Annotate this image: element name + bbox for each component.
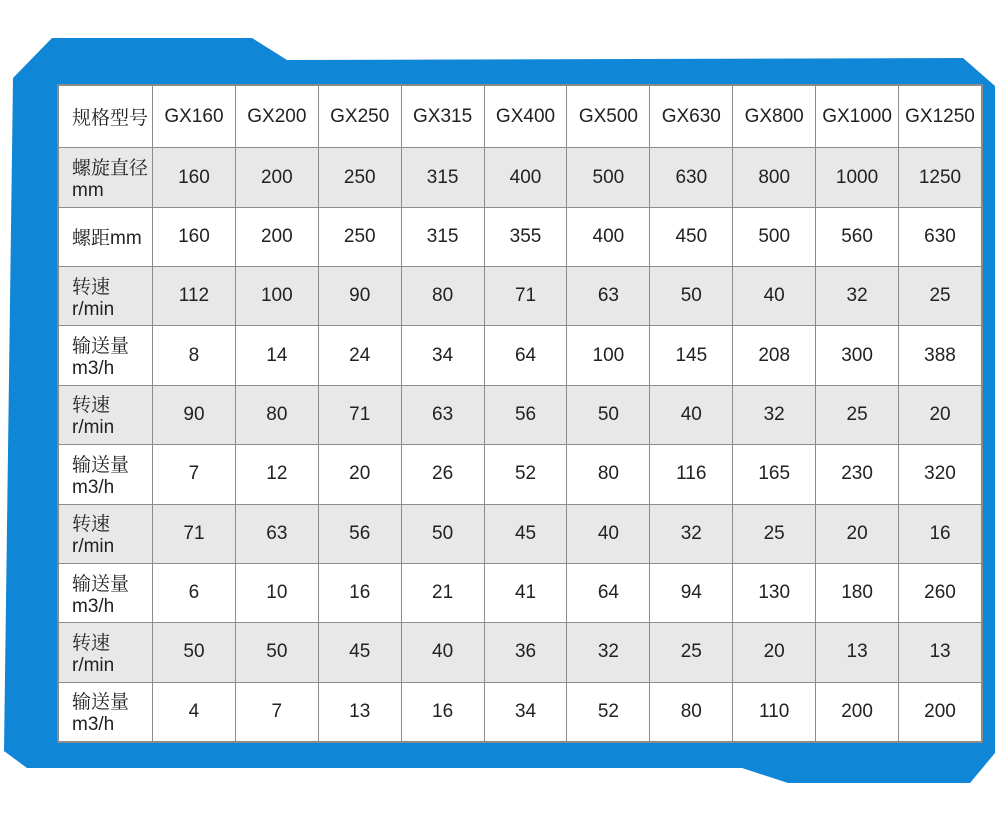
table-cell: 800 [733,148,816,207]
table-cell: 12 [235,445,318,504]
table-cell: 112 [153,267,236,326]
table-cell: 14 [235,326,318,385]
table-cell: 4 [153,682,236,741]
col-header-gx200: GX200 [235,86,318,148]
table-row [59,207,982,266]
table-cell: 40 [401,623,484,682]
col-header-gx160: GX160 [153,86,236,148]
table-row [59,385,982,444]
table-cell: 52 [484,445,567,504]
table-row [59,504,982,563]
table-cell: 21 [401,563,484,622]
table-cell: 20 [733,623,816,682]
table-cell: 90 [318,267,401,326]
row-label-cell: 输送量m3/h [59,445,153,504]
col-header-gx400: GX400 [484,86,567,148]
table-cell: 80 [401,267,484,326]
table-cell: 63 [567,267,650,326]
table-cell: 6 [153,563,236,622]
col-header-gx250: GX250 [318,86,401,148]
table-cell: 45 [484,504,567,563]
table-cell: 400 [484,148,567,207]
table-cell: 7 [235,682,318,741]
table-cell: 200 [899,682,982,741]
table-cell: 50 [567,385,650,444]
table-cell: 165 [733,445,816,504]
table-cell: 50 [153,623,236,682]
table-cell: 130 [733,563,816,622]
spec-table [58,85,982,742]
table-cell: 300 [816,326,899,385]
table-cell: 80 [235,385,318,444]
row-label-cell: 输送量m3/h [59,563,153,622]
col-header-gx1000: GX1000 [816,86,899,148]
table-cell: 320 [899,445,982,504]
table-cell: 100 [235,267,318,326]
col-header-gx500: GX500 [567,86,650,148]
row-label-cell: 转速r/min [59,623,153,682]
table-cell: 71 [153,504,236,563]
table-cell: 45 [318,623,401,682]
table-cell: 50 [235,623,318,682]
table-cell: 200 [816,682,899,741]
row-label-cell: 转速r/min [59,267,153,326]
table-cell: 1000 [816,148,899,207]
col-header-gx630: GX630 [650,86,733,148]
table-cell: 32 [650,504,733,563]
table-cell: 116 [650,445,733,504]
table-cell: 230 [816,445,899,504]
table-cell: 63 [401,385,484,444]
table-cell: 10 [235,563,318,622]
table-cell: 16 [318,563,401,622]
table-cell: 630 [650,148,733,207]
spec-table-card [57,84,983,743]
table-cell: 160 [153,207,236,266]
table-cell: 20 [816,504,899,563]
table-cell: 13 [899,623,982,682]
table-cell: 200 [235,207,318,266]
row-label-cell: 转速r/min [59,385,153,444]
table-cell: 630 [899,207,982,266]
row-label-cell: 输送量m3/h [59,682,153,741]
table-cell: 56 [484,385,567,444]
table-cell: 500 [567,148,650,207]
table-cell: 71 [484,267,567,326]
table-cell: 145 [650,326,733,385]
table-cell: 400 [567,207,650,266]
row-label-cell: 螺距mm [59,207,153,266]
table-cell: 52 [567,682,650,741]
table-cell: 24 [318,326,401,385]
table-cell: 20 [899,385,982,444]
col-header-gx1250: GX1250 [899,86,982,148]
table-row [59,267,982,326]
table-cell: 26 [401,445,484,504]
row-label-cell: 转速r/min [59,504,153,563]
table-cell: 208 [733,326,816,385]
table-cell: 25 [816,385,899,444]
table-row [59,445,982,504]
table-cell: 80 [567,445,650,504]
table-cell: 56 [318,504,401,563]
table-cell: 100 [567,326,650,385]
col-header-gx315: GX315 [401,86,484,148]
table-cell: 500 [733,207,816,266]
row-label-cell: 螺旋直径mm [59,148,153,207]
table-cell: 50 [401,504,484,563]
table-cell: 90 [153,385,236,444]
table-cell: 8 [153,326,236,385]
table-row [59,623,982,682]
table-cell: 25 [650,623,733,682]
table-cell: 40 [733,267,816,326]
table-cell: 260 [899,563,982,622]
table-cell: 80 [650,682,733,741]
table-cell: 40 [567,504,650,563]
table-cell: 315 [401,207,484,266]
table-cell: 16 [899,504,982,563]
table-cell: 13 [318,682,401,741]
table-cell: 36 [484,623,567,682]
table-cell: 50 [650,267,733,326]
table-cell: 32 [567,623,650,682]
table-row [59,326,982,385]
table-cell: 7 [153,445,236,504]
table-cell: 315 [401,148,484,207]
table-cell: 25 [899,267,982,326]
table-cell: 64 [567,563,650,622]
table-cell: 71 [318,385,401,444]
table-cell: 13 [816,623,899,682]
table-cell: 200 [235,148,318,207]
table-cell: 32 [816,267,899,326]
table-cell: 40 [650,385,733,444]
col-header-gx800: GX800 [733,86,816,148]
table-cell: 110 [733,682,816,741]
table-cell: 160 [153,148,236,207]
table-row [59,148,982,207]
table-cell: 16 [401,682,484,741]
table-cell: 355 [484,207,567,266]
table-cell: 64 [484,326,567,385]
table-cell: 34 [484,682,567,741]
table-cell: 250 [318,207,401,266]
table-cell: 1250 [899,148,982,207]
table-cell: 560 [816,207,899,266]
table-cell: 41 [484,563,567,622]
table-cell: 63 [235,504,318,563]
table-cell: 388 [899,326,982,385]
table-row [59,682,982,741]
table-cell: 94 [650,563,733,622]
table-cell: 20 [318,445,401,504]
table-row [59,563,982,622]
table-cell: 32 [733,385,816,444]
header-label-cell: 规格型号 [59,86,153,148]
table-cell: 180 [816,563,899,622]
table-cell: 450 [650,207,733,266]
table-cell: 250 [318,148,401,207]
row-label-cell: 输送量m3/h [59,326,153,385]
table-cell: 25 [733,504,816,563]
table-header-row [59,86,982,148]
table-cell: 34 [401,326,484,385]
